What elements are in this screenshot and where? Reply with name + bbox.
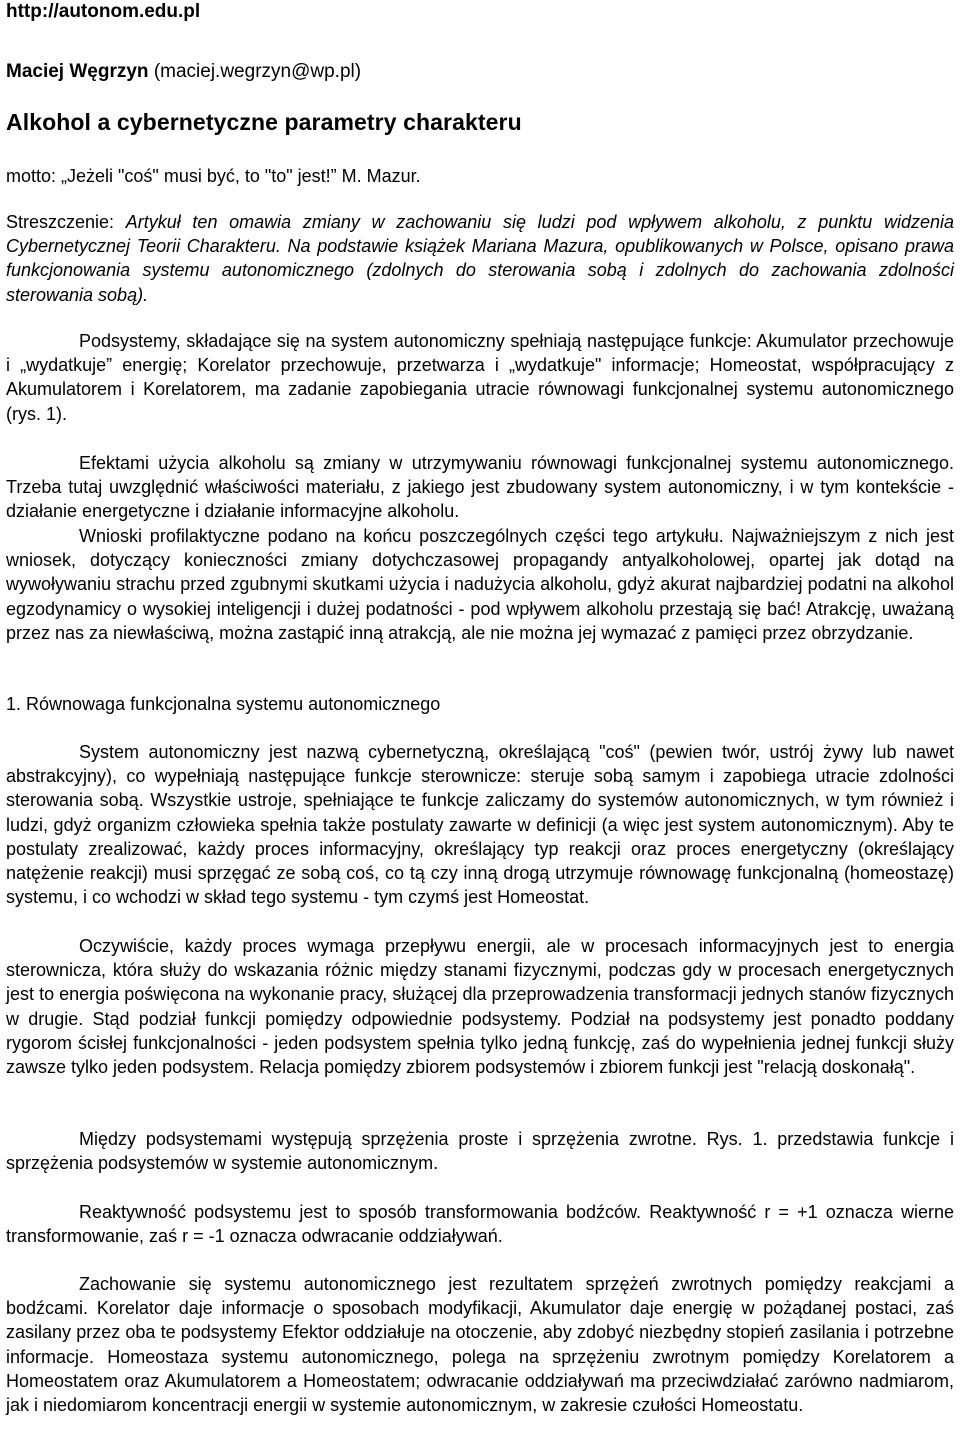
paragraph-reactivity: Reaktywność podsystemu jest to sposób transformowania bodźców. Reaktywność r = +1 oznacza wierne transformowanie, zaś r = -1 oznacza odwracanie oddziaływań. bbox=[6, 1202, 954, 1247]
motto: motto: „Jeżeli "coś" musi być, to "to" jest!” M. Mazur. bbox=[6, 166, 421, 186]
author-line bbox=[6, 60, 954, 84]
abstract-text: Artykuł ten omawia zmiany w zachowaniu się ludzi pod wpływem alkoholu, z punktu widzenia Cybernetycznej Teorii Charakteru. Na podstawie książek Mariana Mazura, opublikowanych w Polsce, opisano prawa funkcjonowania systemu autonomicznego (zdolnych do sterowania sobą i zdolnych do zachowania zdolności sterowania sobą). bbox=[6, 212, 955, 305]
abstract-lead: Streszczenie: bbox=[6, 212, 126, 232]
paragraph-behavior: Zachowanie się systemu autonomicznego jest rezultatem sprzężeń zwrotnych pomiędzy reakcjami a bodźcami. Korelator daje informacje o sposobach modyfikacji, Akumulator daje energię w pożądanej postaci, zaś zasilany przez oba te podsystemy Efektor oddziałuje na otoczenie, aby zdobyć niezbędny stopień zasilania i potrzebne informacje. Homeostaza systemu autonomicznego, polega na sprzężeniu zwrotnym pomiędzy Korelatorem a Homeostatem oraz Akumulatorem a Homeostatem; odwracanie oddziaływań ma przeciwdziałać zarówno nadmiarom, jak i niedomiarom koncentracji energii w systemie autonomicznym, w zakresie czułości Homeostatu. bbox=[6, 1274, 954, 1416]
paragraph-couplings: Między podsystemami występują sprzężenia proste i sprzężenia zwrotne. Rys. 1. przedstawia funkcje i sprzężenia podsystemów w systemie autonomicznym. bbox=[6, 1129, 954, 1174]
source-url[interactable]: http://autonom.edu.pl bbox=[6, 1, 201, 22]
article-title: Alkohol a cybernetyczne parametry charakteru bbox=[6, 109, 522, 135]
abstract bbox=[6, 210, 954, 307]
paragraph-autonomous-system: System autonomiczny jest nazwą cybernetyczną, określającą "coś" (pewien twór, ustrój żywy lub nawet abstrakcyjny), co wypełniają następujące funkcje sterownicze: steruje sobą samym i zapobiega utracie zdolności sterowania sobą. Wszystkie ustroje, spełniające te funkcje zaliczamy do systemów autonomicznych, w tym również i ludzi, gdyż organizm człowieka spełnia także postulaty zawarte w definicji (a więc jest system autonomicznym). Aby te postulaty zrealizować, każdy proces informacyjny, określający typ reakcji oraz proces energetyczny (określający natężenie reakcji) musi sprzęgać ze sobą coś, co tą czy inną drogą utrzymuje równowagę funkcjonalną (homeostazę) systemu, i co wchodzi w skład tego systemu - tym czymś jest Homeostat. bbox=[6, 742, 954, 908]
paragraph-conclusions: Wnioski profilaktyczne podano na końcu poszczególnych części tego artykułu. Najważniejszym z nich jest wniosek, dotyczący konieczności zmiany dotychczasowej propagandy antyalkoholowej, opartej jak dotąd na wywoływaniu strachu przed zgubnymi skutkami użycia i nadużycia alkoholu, gdyż akurat najbardziej podatni na alkohol egzodynamicy o wysokiej inteligencji i dużej podatności - pod wpływem alkoholu przestają się bać! Atrakcję, uważaną przez nas za niewłaściwą, można zastąpić inną atrakcją, ale nie można jej wymazać z pamięci przez obrzydzanie. bbox=[6, 526, 954, 643]
paragraph-energy-flow: Oczywiście, każdy proces wymaga przepływu energii, ale w procesach informacyjnych jest to energia sterownicza, która służy do wskazania różnic między stanami fizycznymi, podczas gdy w procesach energetycznych jest to energia poświęcona na wykonanie pracy, służącej dla przeprowadzenia transformacji jednych stanów fizycznych w drugie. Stąd podział funkcji pomiędzy odpowiednie podsystemy. Podział na podsystemy jest ponadto poddany rygorom ścisłej funkcjonalności - jeden podsystem spełnia tylko jedną funkcję, zaś do wypełnienia jednej funkcji służy zawsze tylko jeden podsystem. Relacja pomiędzy zbiorem podsystemów i zbiorem funkcji jest "relacją doskonałą". bbox=[6, 936, 954, 1078]
author-email[interactable]: (maciej.wegrzyn@wp.pl) bbox=[153, 61, 362, 82]
section-heading: 1. Równowaga funkcjonalna systemu autonomicznego bbox=[6, 694, 441, 714]
paragraph-alcohol-effects: Efektami użycia alkoholu są zmiany w utrzymywaniu równowagi funkcjonalnej systemu autonomicznego. Trzeba tutaj uwzględnić właściwości materiału, z jakiego jest zbudowany system autonomiczny, i w tym kontekście - działanie energetyczne i działanie informacyjne alkoholu. bbox=[6, 453, 954, 522]
paragraph-subsystems: Podsystemy, składające się na system autonomiczny spełniają następujące funkcje: Akumulator przechowuje i „wydatkuje” energię; Korelator przechowuje, przetwarza i „wydatkuje" informacje; Homeostat, współpracujący z Akumulatorem i Korelatorem, ma zadanie zapobiegania utracie równowagi funkcjonalnej systemu autonomicznego (rys. 1). bbox=[6, 331, 954, 424]
author-name: Maciej Węgrzyn bbox=[6, 61, 149, 82]
